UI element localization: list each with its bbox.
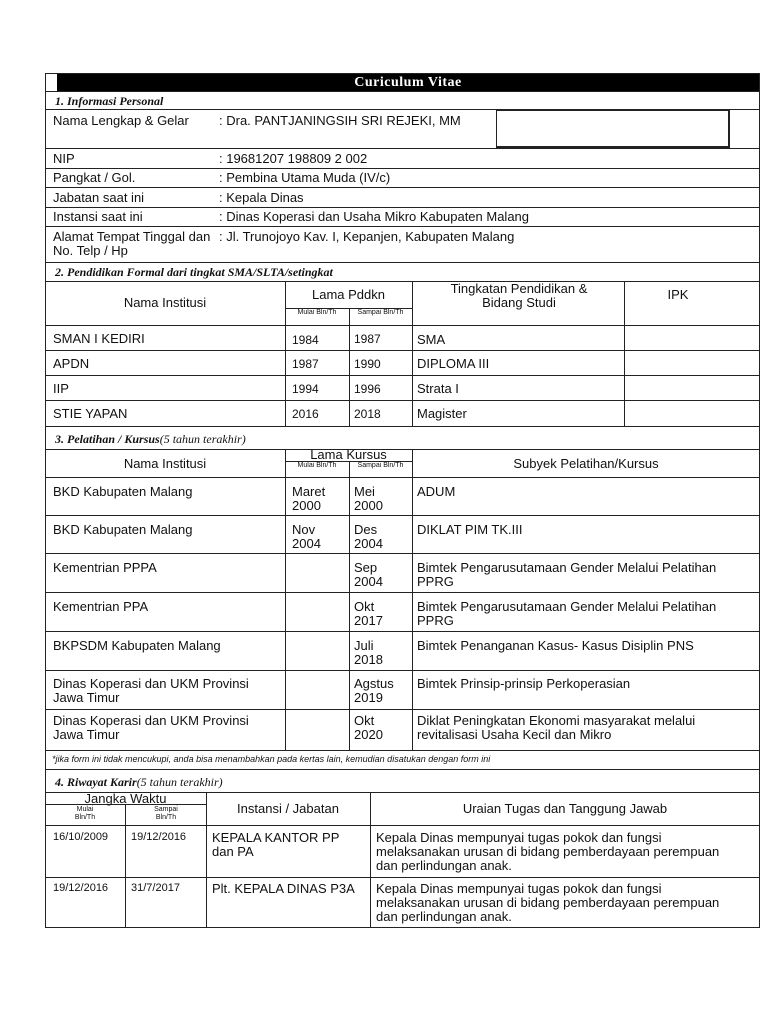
- training-institution: BKPSDM Kabupaten Malang: [53, 638, 221, 653]
- divider: [45, 325, 760, 326]
- col-line: [412, 449, 413, 750]
- training-end: Okt 2017: [354, 599, 383, 628]
- edu-end: 2018: [354, 407, 381, 421]
- col-header-gpa: IPK: [667, 287, 689, 302]
- training-subject: Bimtek Prinsip-prinsip Perkoperasian: [417, 676, 631, 691]
- training-end: Mei 2000: [354, 484, 383, 513]
- col-header-duration: Lama Pddkn: [312, 287, 385, 302]
- col-header-institution: Nama Institusi: [123, 456, 207, 471]
- career-position: Plt. KEPALA DINAS P3A: [212, 881, 355, 896]
- edu-institution: APDN: [53, 356, 90, 371]
- edu-end: 1996: [354, 382, 381, 396]
- divider: [45, 631, 760, 632]
- col-header-start: Mulai Bln/Th: [74, 806, 96, 821]
- section-training-note: (5 tahun terakhir): [159, 432, 246, 446]
- divider: [45, 670, 760, 671]
- col-header-duration: Lama Kursus: [310, 447, 387, 462]
- divider: [45, 281, 760, 282]
- edu-institution: SMAN I KEDIRI: [53, 331, 145, 346]
- col-line: [285, 449, 286, 750]
- col-header-subject: Subyek Pelatihan/Kursus: [513, 456, 659, 471]
- edu-start: 1987: [292, 357, 319, 371]
- career-start: 19/12/2016: [53, 882, 109, 894]
- training-institution: BKD Kabupaten Malang: [53, 484, 193, 499]
- col-header-end: Sampai Bln/Th: [357, 309, 404, 316]
- training-institution: BKD Kabupaten Malang: [53, 522, 193, 537]
- career-start: 16/10/2009: [53, 831, 109, 843]
- edu-level: Strata I: [417, 381, 459, 396]
- divider: [45, 592, 760, 593]
- col-header-institution: Nama Institusi: [123, 295, 207, 310]
- col-header-end: Sampai Bln/Th: [357, 462, 404, 469]
- personal-value: : Jl. Trunojoyo Kav. I, Kepanjen, Kabupaten Malang: [219, 229, 515, 244]
- training-subject: ADUM: [417, 484, 456, 499]
- section-training-title: 3. Pelatihan / Kursus: [55, 432, 160, 446]
- personal-label: Alamat Tempat Tinggal dan No. Telp / Hp: [53, 229, 211, 258]
- col-line: [412, 281, 413, 426]
- career-position: KEPALA KANTOR PP dan PA: [212, 830, 340, 859]
- col-line: [349, 461, 350, 750]
- col-header-start: Mulai Bln/Th: [297, 309, 337, 316]
- col-header-end: Sampai Bln/Th: [154, 806, 178, 821]
- training-start: Nov 2004: [292, 522, 321, 551]
- divider: [45, 515, 760, 516]
- divider: [45, 553, 760, 554]
- training-end: Okt 2020: [354, 713, 383, 742]
- col-header-start: Mulai Bln/Th: [297, 462, 337, 469]
- col-header-period: Jangka Waktu: [84, 791, 167, 806]
- edu-level: Magister: [417, 406, 467, 421]
- divider: [45, 262, 760, 263]
- training-end: Sep 2004: [354, 560, 383, 589]
- col-line: [624, 281, 625, 426]
- col-line: [285, 281, 286, 426]
- col-line: [125, 804, 126, 928]
- training-subject: Bimtek Penanganan Kasus- Kasus Disiplin PNS: [417, 638, 694, 653]
- personal-label: Instansi saat ini: [53, 209, 143, 224]
- section-career-title: 4. Riwayat Karir: [55, 775, 137, 789]
- training-end: Agstus 2019: [354, 676, 394, 705]
- personal-value: : Kepala Dinas: [219, 190, 304, 205]
- training-subject: Diklat Peningkatan Ekonomi masyarakat melalui revitalisasi Usaha Kecil dan Mikro: [417, 713, 696, 742]
- photo-box: [496, 110, 730, 148]
- divider: [45, 769, 760, 770]
- page-title: Curiculum Vitae: [57, 74, 759, 91]
- divider: [45, 226, 760, 227]
- training-subject: DIKLAT PIM TK.III: [417, 522, 523, 537]
- section-training-heading: [55, 432, 246, 447]
- divider: [45, 168, 760, 169]
- career-end: 31/7/2017: [131, 882, 180, 894]
- section-career-note: (5 tahun terakhir): [136, 775, 223, 789]
- personal-label: Nama Lengkap & Gelar: [53, 113, 189, 128]
- edu-institution: IIP: [53, 381, 69, 396]
- edu-end: 1990: [354, 357, 381, 371]
- divider: [45, 148, 760, 149]
- col-header-position: Instansi / Jabatan: [237, 801, 339, 816]
- personal-value: : Dra. PANTJANINGSIH SRI REJEKI, MM: [219, 113, 461, 128]
- divider: [45, 825, 760, 826]
- career-end: 19/12/2016: [131, 831, 187, 843]
- divider: [45, 91, 760, 92]
- divider: [45, 709, 760, 710]
- personal-label: Jabatan saat ini: [53, 190, 145, 205]
- divider: [45, 400, 760, 401]
- form-note: *jika form ini tidak mencukupi, anda bisa menambahkan pada kertas lain, kemudian disatukan dengan form ini: [52, 754, 491, 764]
- edu-level: SMA: [417, 332, 446, 347]
- personal-value: : Pembina Utama Muda (IV/c): [219, 170, 391, 185]
- divider: [45, 187, 760, 188]
- divider: [45, 477, 760, 478]
- divider: [45, 375, 760, 376]
- career-duties: Kepala Dinas mempunyai tugas pokok dan fungsi melaksanakan urusan di bidang pemberdayaan perempuan dan perlindungan anak.: [376, 830, 720, 873]
- edu-end: 1987: [354, 332, 381, 346]
- edu-start: 1994: [292, 382, 319, 396]
- training-institution: Dinas Koperasi dan UKM Provinsi Jawa Timur: [53, 676, 249, 705]
- edu-start: 1984: [292, 333, 319, 347]
- training-subject: Bimtek Pengarusutamaan Gender Melalui Pelatihan PPRG: [417, 560, 717, 589]
- training-start: Maret 2000: [292, 484, 326, 513]
- divider: [45, 350, 760, 351]
- personal-label: NIP: [53, 151, 75, 166]
- career-duties: Kepala Dinas mempunyai tugas pokok dan fungsi melaksanakan urusan di bidang pemberdayaan perempuan dan perlindungan anak.: [376, 881, 720, 924]
- col-header-duties: Uraian Tugas dan Tanggung Jawab: [462, 801, 668, 816]
- training-end: Juli 2018: [354, 638, 383, 667]
- training-institution: Dinas Koperasi dan UKM Provinsi Jawa Timur: [53, 713, 249, 742]
- edu-level: DIPLOMA III: [417, 356, 490, 371]
- section-personal-heading: 1. Informasi Personal: [55, 94, 164, 108]
- divider: [45, 207, 760, 208]
- personal-label: Pangkat / Gol.: [53, 170, 136, 185]
- edu-start: 2016: [292, 407, 319, 421]
- divider: [45, 877, 760, 878]
- section-career-heading: [55, 775, 223, 790]
- training-institution: Kementrian PPA: [53, 599, 149, 614]
- section-education-heading: 2. Pendidikan Formal dari tingkat SMA/SLTA/setingkat: [55, 265, 333, 279]
- training-institution: Kementrian PPPA: [53, 560, 157, 575]
- divider: [45, 750, 760, 751]
- training-subject: Bimtek Pengarusutamaan Gender Melalui Pelatihan PPRG: [417, 599, 717, 628]
- training-end: Des 2004: [354, 522, 383, 551]
- edu-institution: STIE YAPAN: [53, 406, 128, 421]
- divider: [45, 426, 760, 427]
- personal-value: : 19681207 198809 2 002: [219, 151, 368, 166]
- personal-value: : Dinas Koperasi dan Usaha Mikro Kabupaten Malang: [219, 209, 530, 224]
- col-header-level: Tingkatan Pendidikan & Bidang Studi: [450, 281, 588, 310]
